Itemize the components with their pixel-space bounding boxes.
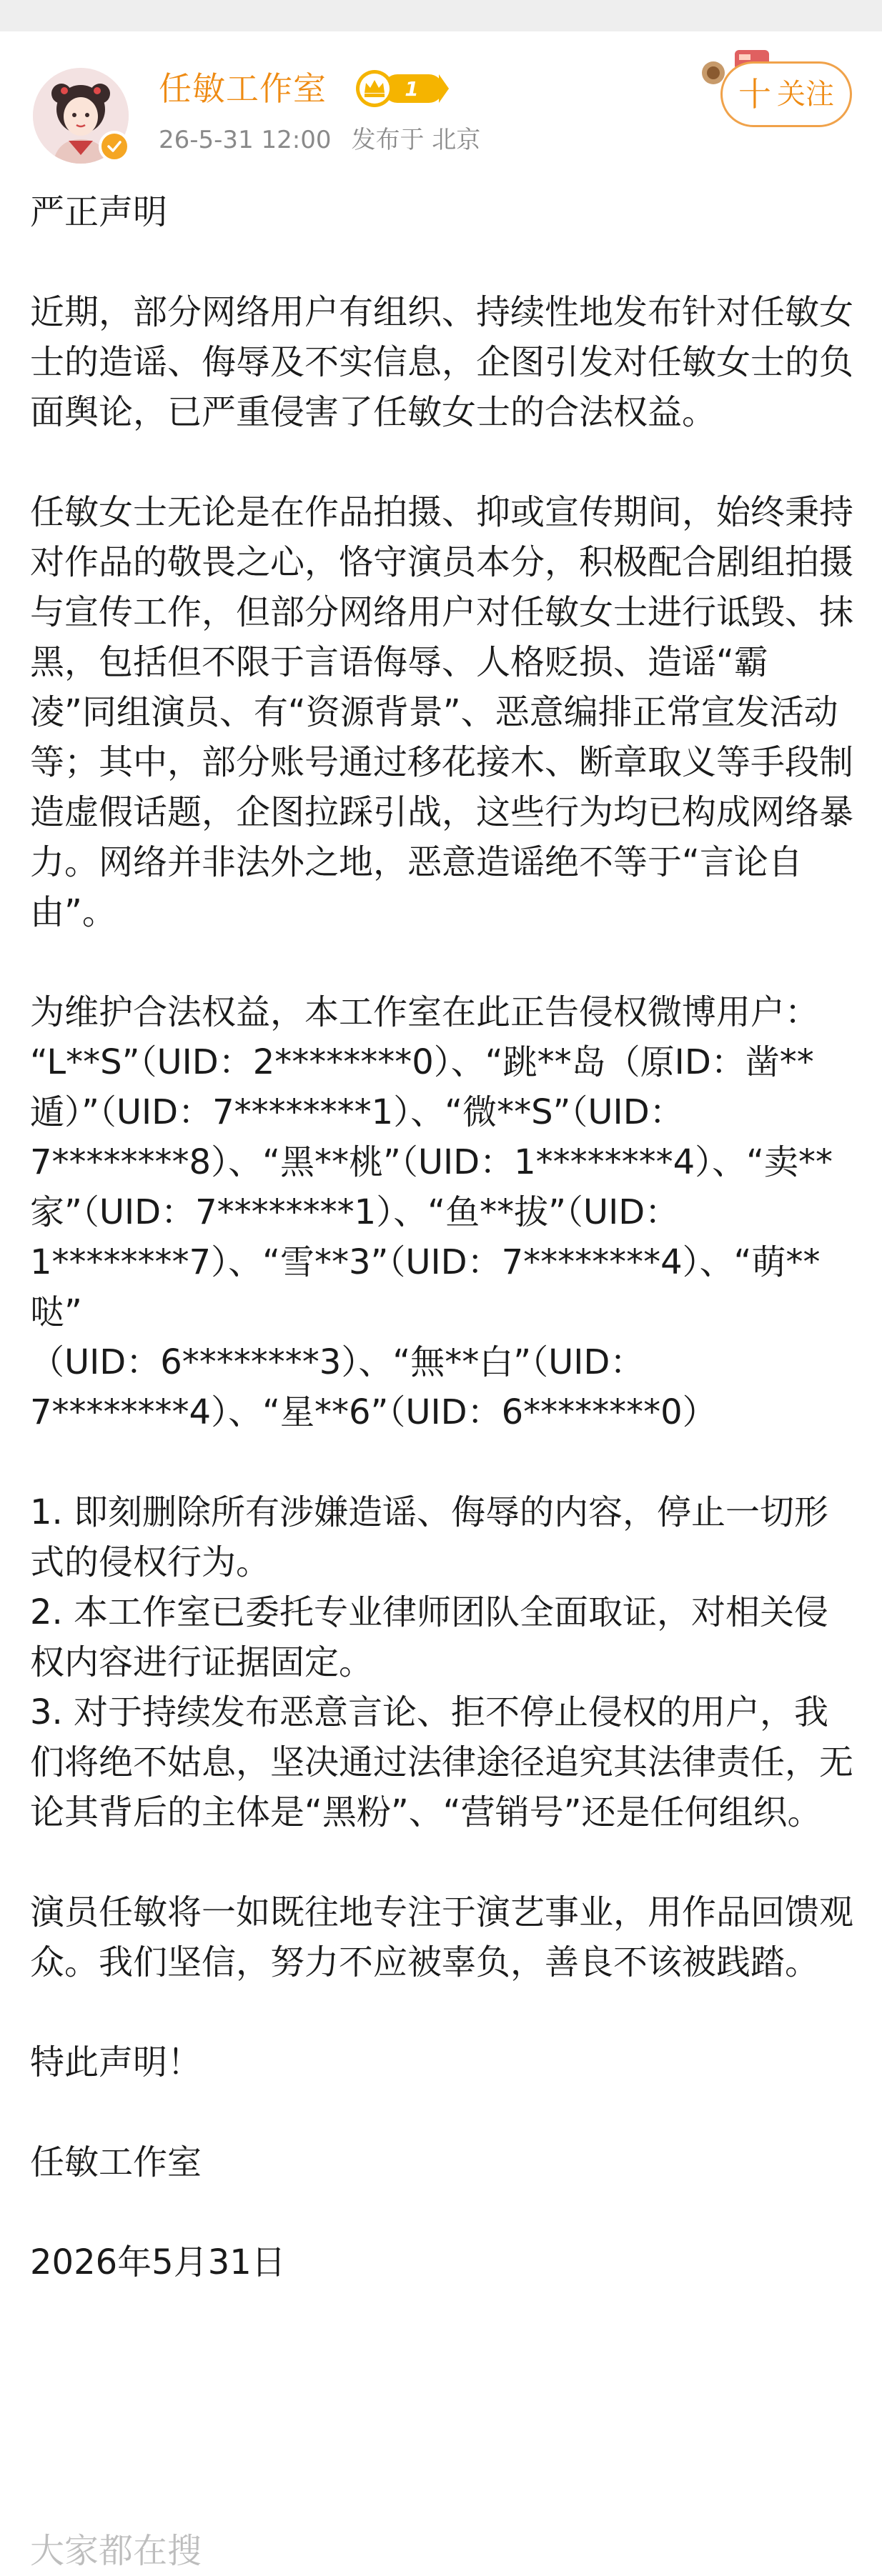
post-paragraph-1: 近期，部分网络用户有组织、持续性地发布针对任敏女士的造谣、侮辱及不实信息，企图引发对任敏女士的负面舆论，已严重侵害了任敏女士的合法权益。 bbox=[30, 292, 854, 432]
statement-date: 2026年5月31日 bbox=[30, 2242, 286, 2282]
post-paragraph-2: 任敏女士无论是在作品拍摄、抑或宣传期间，始终秉持对作品的敬畏之心，恪守演员本分，积极配合剧组拍摄与宣传工作，但部分网络用户对任敏女士进行诋毁、抹黑，包括但不限于言语侮辱、人格贬损、造谣“霸凌”同组演员、有“资源背景”、恶意编排正常宣发活动等；其中，部分账号通过移花接木、断章取义等手段制造虚假话题，企图拉踩引战，这些行为均已构成网络暴力。网络并非法外之地，恶意造谣绝不等于“言论自由”。 bbox=[30, 492, 854, 932]
member-crown-badge-icon[interactable] bbox=[355, 69, 449, 109]
verified-icon bbox=[99, 131, 130, 162]
post-location: 发布于 北京 bbox=[351, 126, 481, 154]
trending-search-label[interactable]: 大家都在搜 bbox=[30, 2531, 202, 2571]
warning-accounts-1: “L**S”（UID：2********0）、“跳**岛（原ID：凿**遁）”（UID：7********1）、“微**S”（UID：7********8）、“黑**桃”（UID：1********4）、“卖**家”（UID：7********1）、“鱼**拔”（UID：1********7）、“雪**3”（UID：7********4）、“萌**哒” bbox=[30, 1042, 833, 1332]
account-name[interactable]: 任敏工作室 bbox=[159, 69, 327, 108]
statement-end: 特此声明！ bbox=[30, 2042, 202, 2082]
warning-accounts-2: （UID：6********3）、“無**白”（UID：7********4）、“星**6”（UID：6********0） bbox=[30, 1342, 717, 1432]
follow-button[interactable] bbox=[720, 61, 852, 127]
demand-item-3: 3. 对于持续发布恶意言论、拒不停止侵权的用户，我们将绝不姑息，坚决通过法律途径追究其法律责任，无论其背后的主体是“黑粉”、“营销号”还是任何组织。 bbox=[30, 1692, 854, 1832]
post-meta bbox=[159, 124, 500, 156]
warning-intro: 为维护合法权益，本工作室在此正告侵权微博用户： bbox=[30, 992, 820, 1032]
signature: 任敏工作室 bbox=[30, 2142, 202, 2182]
post-body bbox=[30, 187, 853, 2287]
post-title: 严正声明 bbox=[30, 192, 168, 232]
follow-label: 关注 bbox=[777, 78, 834, 111]
plus-icon: 十 bbox=[738, 75, 771, 114]
closing-paragraph: 演员任敏将一如既往地专注于演艺事业，用作品回馈观众。我们坚信，努力不应被辜负，善良不该被践踏。 bbox=[30, 1892, 854, 1982]
demand-item-2: 2. 本工作室已委托专业律师团队全面取证，对相关侵权内容进行证据固定。 bbox=[30, 1592, 829, 1682]
post-time: 26-5-31 12:00 bbox=[159, 126, 332, 154]
top-status-bar bbox=[0, 0, 882, 31]
badge-level: 1 bbox=[405, 77, 419, 101]
demand-item-1: 1. 即刻删除所有涉嫌造谣、侮辱的内容，停止一切形式的侵权行为。 bbox=[30, 1492, 829, 1582]
